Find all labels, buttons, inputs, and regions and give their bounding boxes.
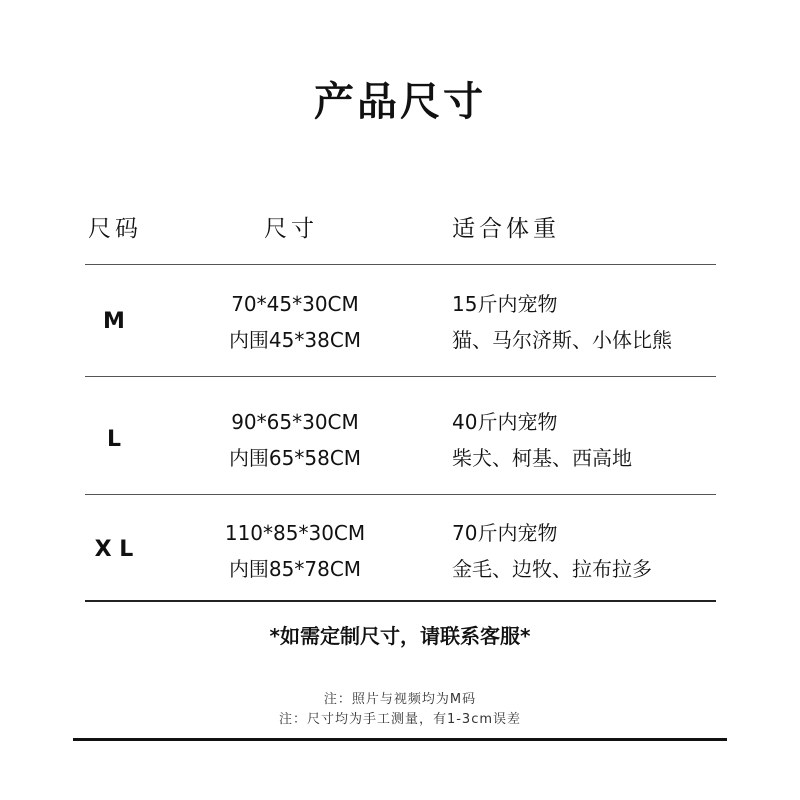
header-fit-weight: 适合体重 [452,216,560,242]
size-label-m: M [103,309,125,334]
breeds-m: 猫、马尔济斯、小体比熊 [452,328,672,352]
size-label-l: L [106,427,122,452]
weight-limit-xl: 70斤内宠物 [452,521,558,545]
table-divider [85,376,716,377]
header-size: 尺码 [88,216,142,242]
inner-dimensions-l: 内围65*58CM [228,446,362,470]
weight-limit-l: 40斤内宠物 [452,410,558,434]
header-dimensions: 尺寸 [264,216,318,242]
outer-dimensions-xl: 110*85*30CM [224,521,366,545]
outer-dimensions-m: 70*45*30CM [231,292,359,316]
table-bottom-rule [85,600,716,602]
inner-dimensions-xl: 内围85*78CM [228,557,362,581]
footnotes [0,690,800,730]
table-divider [85,494,716,495]
weight-limit-m: 15斤内宠物 [452,292,558,316]
outer-dimensions-l: 90*65*30CM [231,410,359,434]
breeds-xl: 金毛、边牧、拉布拉多 [452,557,652,581]
footer-rule [73,738,727,741]
footnote-photo-size: 注：照片与视频均为M码 [323,692,477,707]
page-title: 产品尺寸 [314,79,486,125]
breeds-l: 柴犬、柯基、西高地 [452,446,632,470]
footnote-measurement-error: 注：尺寸均为手工测量，有1-3cm误差 [278,712,522,727]
custom-order-note: *如需定制尺寸，请联系客服* [269,624,531,648]
table-divider [85,264,716,265]
inner-dimensions-m: 内围45*38CM [228,328,362,352]
size-label-xl: X L [94,537,134,562]
